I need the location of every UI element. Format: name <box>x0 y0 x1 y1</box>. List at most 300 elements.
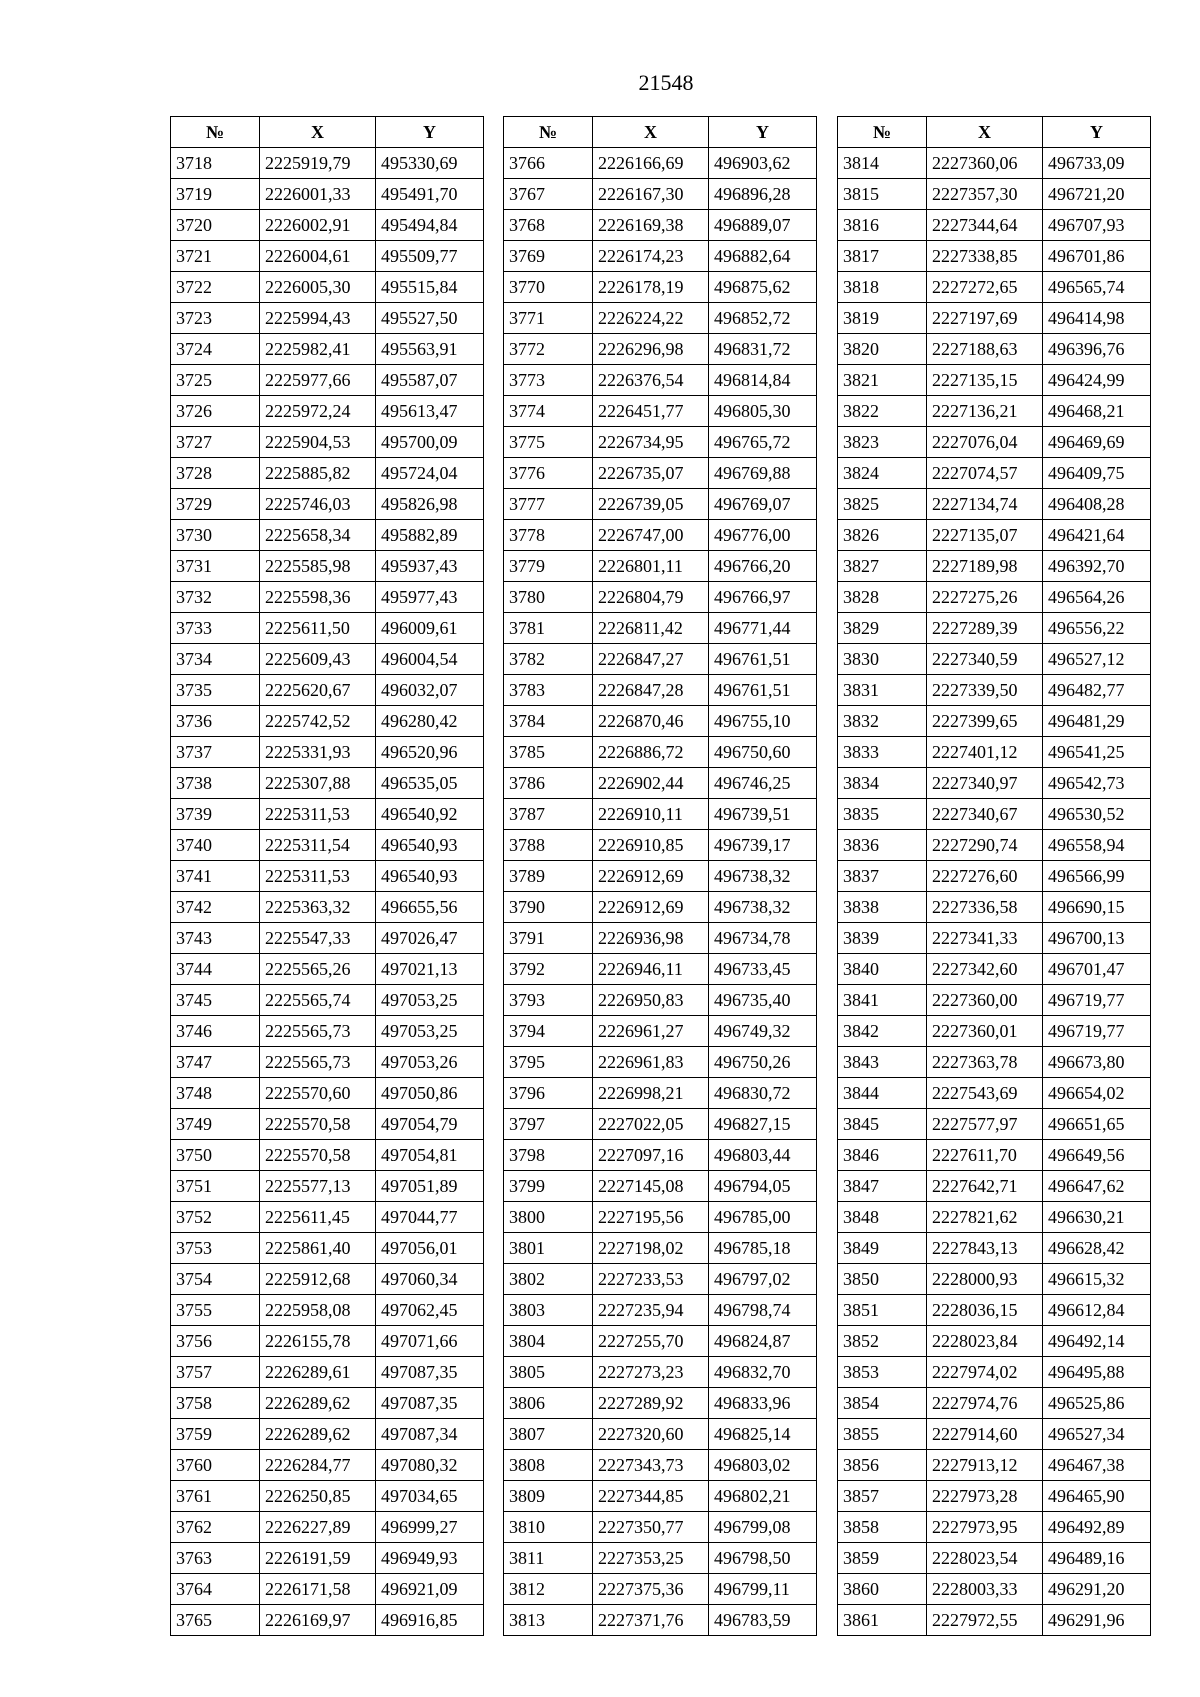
x-coordinate-cell: 2227289,39 <box>927 613 1043 644</box>
header-row <box>171 117 484 148</box>
point-number-cell: 3771 <box>504 303 593 334</box>
table-row <box>504 334 817 365</box>
point-number-cell: 3734 <box>171 644 260 675</box>
point-number-cell: 3768 <box>504 210 593 241</box>
x-coordinate-cell: 2227350,77 <box>593 1512 709 1543</box>
x-coordinate-cell: 2225994,43 <box>260 303 376 334</box>
point-number-cell: 3860 <box>838 1574 927 1605</box>
x-coordinate-cell: 2227235,94 <box>593 1295 709 1326</box>
table-row <box>838 923 1151 954</box>
table-row <box>838 458 1151 489</box>
point-number-cell: 3780 <box>504 582 593 613</box>
y-coordinate-cell: 497051,89 <box>376 1171 484 1202</box>
x-coordinate-cell: 2225742,52 <box>260 706 376 737</box>
point-number-cell: 3776 <box>504 458 593 489</box>
point-number-cell: 3745 <box>171 985 260 1016</box>
x-coordinate-cell: 2225565,73 <box>260 1016 376 1047</box>
point-number-cell: 3824 <box>838 458 927 489</box>
x-coordinate-cell: 2226250,85 <box>260 1481 376 1512</box>
y-coordinate-cell: 496733,09 <box>1043 148 1151 179</box>
table-row <box>171 706 484 737</box>
point-number-cell: 3785 <box>504 737 593 768</box>
point-number-cell: 3856 <box>838 1450 927 1481</box>
y-coordinate-cell: 496814,84 <box>709 365 817 396</box>
y-coordinate-cell: 496527,12 <box>1043 644 1151 675</box>
point-number-cell: 3795 <box>504 1047 593 1078</box>
point-number-cell: 3831 <box>838 675 927 706</box>
x-coordinate-cell: 2227136,21 <box>927 396 1043 427</box>
point-number-cell: 3748 <box>171 1078 260 1109</box>
point-number-cell: 3754 <box>171 1264 260 1295</box>
table-row <box>504 985 817 1016</box>
point-number-cell: 3837 <box>838 861 927 892</box>
y-coordinate-cell: 496755,10 <box>709 706 817 737</box>
y-coordinate-cell: 496771,44 <box>709 613 817 644</box>
point-number-cell: 3750 <box>171 1140 260 1171</box>
point-number-cell: 3773 <box>504 365 593 396</box>
point-number-cell: 3721 <box>171 241 260 272</box>
point-number-cell: 3802 <box>504 1264 593 1295</box>
table-row <box>838 210 1151 241</box>
y-coordinate-cell: 497056,01 <box>376 1233 484 1264</box>
x-coordinate-cell: 2226171,58 <box>260 1574 376 1605</box>
header-number: № <box>504 117 593 148</box>
x-coordinate-cell: 2226950,83 <box>593 985 709 1016</box>
y-coordinate-cell: 496797,02 <box>709 1264 817 1295</box>
table-row <box>504 861 817 892</box>
x-coordinate-cell: 2226005,30 <box>260 272 376 303</box>
x-coordinate-cell: 2227375,36 <box>593 1574 709 1605</box>
table-row <box>838 892 1151 923</box>
point-number-cell: 3852 <box>838 1326 927 1357</box>
y-coordinate-cell: 496916,85 <box>376 1605 484 1636</box>
x-coordinate-cell: 2227843,13 <box>927 1233 1043 1264</box>
table-row <box>504 1574 817 1605</box>
x-coordinate-cell: 2227276,60 <box>927 861 1043 892</box>
table-row <box>838 1078 1151 1109</box>
table-row <box>504 1388 817 1419</box>
point-number-cell: 3817 <box>838 241 927 272</box>
point-number-cell: 3830 <box>838 644 927 675</box>
point-number-cell: 3735 <box>171 675 260 706</box>
table-row <box>504 892 817 923</box>
table-row <box>838 644 1151 675</box>
point-number-cell: 3796 <box>504 1078 593 1109</box>
point-number-cell: 3848 <box>838 1202 927 1233</box>
table-row <box>171 1264 484 1295</box>
point-number-cell: 3732 <box>171 582 260 613</box>
x-coordinate-cell: 2228003,33 <box>927 1574 1043 1605</box>
y-coordinate-cell: 496827,15 <box>709 1109 817 1140</box>
point-number-cell: 3784 <box>504 706 593 737</box>
point-number-cell: 3794 <box>504 1016 593 1047</box>
point-number-cell: 3842 <box>838 1016 927 1047</box>
y-coordinate-cell: 496949,93 <box>376 1543 484 1574</box>
table-row <box>171 675 484 706</box>
point-number-cell: 3747 <box>171 1047 260 1078</box>
point-number-cell: 3781 <box>504 613 593 644</box>
point-number-cell: 3742 <box>171 892 260 923</box>
x-coordinate-cell: 2227360,06 <box>927 148 1043 179</box>
y-coordinate-cell: 497053,25 <box>376 985 484 1016</box>
x-coordinate-cell: 2225609,43 <box>260 644 376 675</box>
point-number-cell: 3839 <box>838 923 927 954</box>
y-coordinate-cell: 496520,96 <box>376 737 484 768</box>
table-row <box>504 1233 817 1264</box>
table-row <box>504 1140 817 1171</box>
y-coordinate-cell: 496701,86 <box>1043 241 1151 272</box>
y-coordinate-cell: 496009,61 <box>376 613 484 644</box>
point-number-cell: 3727 <box>171 427 260 458</box>
y-coordinate-cell: 495977,43 <box>376 582 484 613</box>
table-row <box>838 272 1151 303</box>
table-row <box>171 1233 484 1264</box>
point-number-cell: 3774 <box>504 396 593 427</box>
x-coordinate-cell: 2225570,58 <box>260 1140 376 1171</box>
point-number-cell: 3723 <box>171 303 260 334</box>
header-x: X <box>927 117 1043 148</box>
table-row <box>838 365 1151 396</box>
point-number-cell: 3759 <box>171 1419 260 1450</box>
table-row <box>838 241 1151 272</box>
point-number-cell: 3786 <box>504 768 593 799</box>
table-row <box>838 1357 1151 1388</box>
x-coordinate-cell: 2227340,97 <box>927 768 1043 799</box>
x-coordinate-cell: 2226910,11 <box>593 799 709 830</box>
y-coordinate-cell: 495826,98 <box>376 489 484 520</box>
x-coordinate-cell: 2226936,98 <box>593 923 709 954</box>
y-coordinate-cell: 496409,75 <box>1043 458 1151 489</box>
table-row <box>838 520 1151 551</box>
table-row <box>504 241 817 272</box>
y-coordinate-cell: 496690,15 <box>1043 892 1151 923</box>
coordinates-table-1 <box>170 116 484 1636</box>
table-row <box>171 520 484 551</box>
point-number-cell: 3752 <box>171 1202 260 1233</box>
x-coordinate-cell: 2225311,53 <box>260 861 376 892</box>
table-row <box>171 1295 484 1326</box>
x-coordinate-cell: 2226191,59 <box>260 1543 376 1574</box>
y-coordinate-cell: 496830,72 <box>709 1078 817 1109</box>
y-coordinate-cell: 496530,52 <box>1043 799 1151 830</box>
y-coordinate-cell: 496527,34 <box>1043 1419 1151 1450</box>
table-row <box>171 334 484 365</box>
y-coordinate-cell: 496481,29 <box>1043 706 1151 737</box>
y-coordinate-cell: 496799,11 <box>709 1574 817 1605</box>
table-row <box>504 396 817 427</box>
x-coordinate-cell: 2225565,74 <box>260 985 376 1016</box>
table-row <box>504 365 817 396</box>
point-number-cell: 3736 <box>171 706 260 737</box>
header-y: Y <box>1043 117 1151 148</box>
point-number-cell: 3751 <box>171 1171 260 1202</box>
x-coordinate-cell: 2226451,77 <box>593 396 709 427</box>
x-coordinate-cell: 2227974,02 <box>927 1357 1043 1388</box>
table-row <box>504 1047 817 1078</box>
y-coordinate-cell: 497021,13 <box>376 954 484 985</box>
table-row <box>504 768 817 799</box>
table-row <box>504 923 817 954</box>
x-coordinate-cell: 2226289,62 <box>260 1388 376 1419</box>
table-row <box>838 1605 1151 1636</box>
header-y: Y <box>709 117 817 148</box>
x-coordinate-cell: 2227341,33 <box>927 923 1043 954</box>
table-row <box>504 489 817 520</box>
x-coordinate-cell: 2227198,02 <box>593 1233 709 1264</box>
point-number-cell: 3763 <box>171 1543 260 1574</box>
y-coordinate-cell: 496615,32 <box>1043 1264 1151 1295</box>
table-row <box>838 396 1151 427</box>
y-coordinate-cell: 496999,27 <box>376 1512 484 1543</box>
y-coordinate-cell: 497080,32 <box>376 1450 484 1481</box>
table-row <box>171 1016 484 1047</box>
y-coordinate-cell: 496852,72 <box>709 303 817 334</box>
point-number-cell: 3769 <box>504 241 593 272</box>
header-number: № <box>838 117 927 148</box>
x-coordinate-cell: 2227344,64 <box>927 210 1043 241</box>
x-coordinate-cell: 2227336,58 <box>927 892 1043 923</box>
table-row <box>838 861 1151 892</box>
point-number-cell: 3857 <box>838 1481 927 1512</box>
x-coordinate-cell: 2225311,54 <box>260 830 376 861</box>
x-coordinate-cell: 2226227,89 <box>260 1512 376 1543</box>
table-row <box>504 1543 817 1574</box>
y-coordinate-cell: 496540,93 <box>376 830 484 861</box>
table-row <box>171 148 484 179</box>
table-row <box>838 675 1151 706</box>
point-number-cell: 3835 <box>838 799 927 830</box>
point-number-cell: 3829 <box>838 613 927 644</box>
x-coordinate-cell: 2227320,60 <box>593 1419 709 1450</box>
header-x: X <box>260 117 376 148</box>
table-row <box>504 1295 817 1326</box>
x-coordinate-cell: 2227290,74 <box>927 830 1043 861</box>
point-number-cell: 3719 <box>171 179 260 210</box>
x-coordinate-cell: 2227097,16 <box>593 1140 709 1171</box>
table-row <box>504 706 817 737</box>
x-coordinate-cell: 2226747,00 <box>593 520 709 551</box>
y-coordinate-cell: 496798,74 <box>709 1295 817 1326</box>
table-row <box>504 520 817 551</box>
table-row <box>838 1512 1151 1543</box>
point-number-cell: 3728 <box>171 458 260 489</box>
table-row <box>504 1016 817 1047</box>
x-coordinate-cell: 2226169,97 <box>260 1605 376 1636</box>
table-row <box>171 923 484 954</box>
x-coordinate-cell: 2227399,65 <box>927 706 1043 737</box>
y-coordinate-cell: 496556,22 <box>1043 613 1151 644</box>
table-row <box>171 241 484 272</box>
y-coordinate-cell: 496785,18 <box>709 1233 817 1264</box>
y-coordinate-cell: 496700,13 <box>1043 923 1151 954</box>
y-coordinate-cell: 495613,47 <box>376 396 484 427</box>
table-row <box>838 1388 1151 1419</box>
y-coordinate-cell: 496802,21 <box>709 1481 817 1512</box>
table-row <box>171 582 484 613</box>
point-number-cell: 3777 <box>504 489 593 520</box>
table-row <box>838 1264 1151 1295</box>
table-row <box>838 799 1151 830</box>
point-number-cell: 3844 <box>838 1078 927 1109</box>
y-coordinate-cell: 495937,43 <box>376 551 484 582</box>
header-number: № <box>171 117 260 148</box>
table-row <box>171 1419 484 1450</box>
x-coordinate-cell: 2225620,67 <box>260 675 376 706</box>
x-coordinate-cell: 2227233,53 <box>593 1264 709 1295</box>
table-row <box>504 303 817 334</box>
point-number-cell: 3816 <box>838 210 927 241</box>
point-number-cell: 3809 <box>504 1481 593 1512</box>
x-coordinate-cell: 2226002,91 <box>260 210 376 241</box>
point-number-cell: 3853 <box>838 1357 927 1388</box>
y-coordinate-cell: 496749,32 <box>709 1016 817 1047</box>
y-coordinate-cell: 496468,21 <box>1043 396 1151 427</box>
point-number-cell: 3826 <box>838 520 927 551</box>
x-coordinate-cell: 2226870,46 <box>593 706 709 737</box>
x-coordinate-cell: 2227343,73 <box>593 1450 709 1481</box>
point-number-cell: 3724 <box>171 334 260 365</box>
point-number-cell: 3821 <box>838 365 927 396</box>
point-number-cell: 3815 <box>838 179 927 210</box>
x-coordinate-cell: 2225982,41 <box>260 334 376 365</box>
y-coordinate-cell: 496721,20 <box>1043 179 1151 210</box>
y-coordinate-cell: 495330,69 <box>376 148 484 179</box>
y-coordinate-cell: 495527,50 <box>376 303 484 334</box>
y-coordinate-cell: 497060,34 <box>376 1264 484 1295</box>
x-coordinate-cell: 2227973,28 <box>927 1481 1043 1512</box>
x-coordinate-cell: 2227360,01 <box>927 1016 1043 1047</box>
point-number-cell: 3789 <box>504 861 593 892</box>
point-number-cell: 3850 <box>838 1264 927 1295</box>
y-coordinate-cell: 496831,72 <box>709 334 817 365</box>
x-coordinate-cell: 2226902,44 <box>593 768 709 799</box>
point-number-cell: 3770 <box>504 272 593 303</box>
x-coordinate-cell: 2226167,30 <box>593 179 709 210</box>
point-number-cell: 3743 <box>171 923 260 954</box>
y-coordinate-cell: 496733,45 <box>709 954 817 985</box>
y-coordinate-cell: 496738,32 <box>709 892 817 923</box>
y-coordinate-cell: 496783,59 <box>709 1605 817 1636</box>
y-coordinate-cell: 497026,47 <box>376 923 484 954</box>
table-row <box>838 613 1151 644</box>
x-coordinate-cell: 2226811,42 <box>593 613 709 644</box>
y-coordinate-cell: 496707,93 <box>1043 210 1151 241</box>
x-coordinate-cell: 2226961,27 <box>593 1016 709 1047</box>
y-coordinate-cell: 496482,77 <box>1043 675 1151 706</box>
x-coordinate-cell: 2226155,78 <box>260 1326 376 1357</box>
y-coordinate-cell: 496392,70 <box>1043 551 1151 582</box>
y-coordinate-cell: 496558,94 <box>1043 830 1151 861</box>
point-number-cell: 3797 <box>504 1109 593 1140</box>
point-number-cell: 3718 <box>171 148 260 179</box>
point-number-cell: 3791 <box>504 923 593 954</box>
x-coordinate-cell: 2226912,69 <box>593 892 709 923</box>
table-row <box>838 427 1151 458</box>
x-coordinate-cell: 2225611,50 <box>260 613 376 644</box>
x-coordinate-cell: 2226178,19 <box>593 272 709 303</box>
table-row <box>838 985 1151 1016</box>
point-number-cell: 3756 <box>171 1326 260 1357</box>
x-coordinate-cell: 2226224,22 <box>593 303 709 334</box>
header-y: Y <box>376 117 484 148</box>
y-coordinate-cell: 496833,96 <box>709 1388 817 1419</box>
point-number-cell: 3851 <box>838 1295 927 1326</box>
y-coordinate-cell: 497062,45 <box>376 1295 484 1326</box>
y-coordinate-cell: 496875,62 <box>709 272 817 303</box>
table-row <box>504 148 817 179</box>
table-row <box>171 1481 484 1512</box>
point-number-cell: 3849 <box>838 1233 927 1264</box>
y-coordinate-cell: 497053,26 <box>376 1047 484 1078</box>
y-coordinate-cell: 496565,74 <box>1043 272 1151 303</box>
y-coordinate-cell: 496630,21 <box>1043 1202 1151 1233</box>
table-row <box>838 1450 1151 1481</box>
table-row <box>838 1326 1151 1357</box>
y-coordinate-cell: 496719,77 <box>1043 985 1151 1016</box>
x-coordinate-cell: 2227275,26 <box>927 582 1043 613</box>
y-coordinate-cell: 496701,47 <box>1043 954 1151 985</box>
table-row <box>171 551 484 582</box>
x-coordinate-cell: 2225311,53 <box>260 799 376 830</box>
y-coordinate-cell: 496469,69 <box>1043 427 1151 458</box>
x-coordinate-cell: 2227353,25 <box>593 1543 709 1574</box>
y-coordinate-cell: 497087,35 <box>376 1388 484 1419</box>
x-coordinate-cell: 2227821,62 <box>927 1202 1043 1233</box>
table-row <box>171 830 484 861</box>
point-number-cell: 3840 <box>838 954 927 985</box>
y-coordinate-cell: 496540,93 <box>376 861 484 892</box>
table-row <box>504 551 817 582</box>
y-coordinate-cell: 495700,09 <box>376 427 484 458</box>
y-coordinate-cell: 496765,72 <box>709 427 817 458</box>
x-coordinate-cell: 2225565,26 <box>260 954 376 985</box>
table-row <box>171 179 484 210</box>
y-coordinate-cell: 496738,32 <box>709 861 817 892</box>
table-row <box>504 1171 817 1202</box>
x-coordinate-cell: 2227197,69 <box>927 303 1043 334</box>
table-row <box>504 1202 817 1233</box>
point-number-cell: 3798 <box>504 1140 593 1171</box>
x-coordinate-cell: 2227371,76 <box>593 1605 709 1636</box>
x-coordinate-cell: 2228023,54 <box>927 1543 1043 1574</box>
point-number-cell: 3819 <box>838 303 927 334</box>
y-coordinate-cell: 495509,77 <box>376 241 484 272</box>
point-number-cell: 3810 <box>504 1512 593 1543</box>
y-coordinate-cell: 496465,90 <box>1043 1481 1151 1512</box>
y-coordinate-cell: 496734,78 <box>709 923 817 954</box>
point-number-cell: 3801 <box>504 1233 593 1264</box>
table-row <box>838 1543 1151 1574</box>
y-coordinate-cell: 496798,50 <box>709 1543 817 1574</box>
y-coordinate-cell: 495494,84 <box>376 210 484 241</box>
point-number-cell: 3812 <box>504 1574 593 1605</box>
point-number-cell: 3739 <box>171 799 260 830</box>
y-coordinate-cell: 497050,86 <box>376 1078 484 1109</box>
y-coordinate-cell: 497044,77 <box>376 1202 484 1233</box>
x-coordinate-cell: 2227189,98 <box>927 551 1043 582</box>
x-coordinate-cell: 2226739,05 <box>593 489 709 520</box>
page-number: 21548 <box>638 70 694 95</box>
point-number-cell: 3818 <box>838 272 927 303</box>
x-coordinate-cell: 2227344,85 <box>593 1481 709 1512</box>
y-coordinate-cell: 496566,99 <box>1043 861 1151 892</box>
table-row <box>171 396 484 427</box>
y-coordinate-cell: 496525,86 <box>1043 1388 1151 1419</box>
y-coordinate-cell: 495724,04 <box>376 458 484 489</box>
table-row <box>171 1357 484 1388</box>
y-coordinate-cell: 496535,05 <box>376 768 484 799</box>
y-coordinate-cell: 496750,60 <box>709 737 817 768</box>
